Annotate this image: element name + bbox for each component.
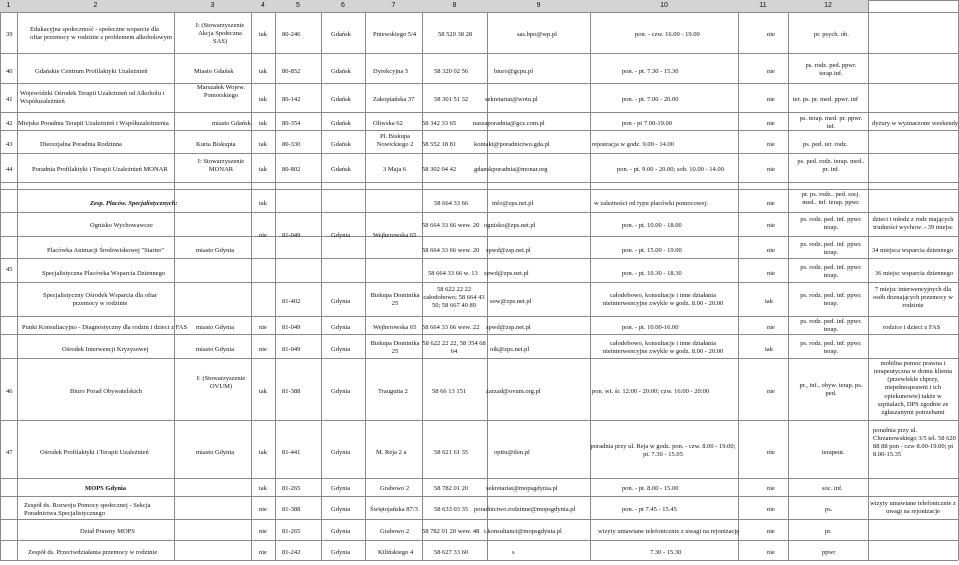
street: Traugutta 2: [378, 388, 408, 395]
fee: nie: [767, 31, 775, 38]
row-number: 41: [6, 96, 13, 103]
institution-name: Wojewódzki Ośrodek Terapii Uzależnień od Alkoholu i Współuzależnień: [20, 90, 165, 106]
column-divider: [868, 0, 869, 560]
street: Świętojańska 87/3: [370, 506, 418, 513]
column-divider: [0, 0, 1, 560]
row-divider: [0, 478, 958, 479]
hours: 7.30 - 15.30: [650, 549, 682, 556]
gk-flag: tak: [259, 68, 267, 75]
phone: 58 627 33 60: [434, 549, 469, 556]
email: kontakt@poradnictwo.gda.pl: [474, 141, 550, 148]
phone: 58 664 33 66 w. 13: [428, 270, 478, 277]
phone: 58 342 33 65: [422, 120, 457, 127]
institution-name: Zesp. Placów. Specjalistycznych:: [90, 200, 178, 207]
row-number: 47: [6, 449, 13, 456]
phone: 58 664 33 66 wew. 20: [422, 247, 480, 254]
city: Gdynia: [331, 485, 351, 492]
fee: nie: [767, 200, 775, 207]
street: Biskupa Dominika 25: [370, 292, 420, 308]
services: pr., inf., obyw. terap. ps. ped.: [799, 382, 863, 398]
services: ps. rodz. ped. inf. ppwr. terap.: [800, 292, 862, 308]
email: ognisko@zps.net.pl: [484, 222, 536, 229]
phone: 58 301 51 32: [434, 96, 469, 103]
institution-name: Zespół ds. Rozwoju Pomocy społecznej - Sekcja Poradnictwa Specjalistycznego: [24, 502, 151, 518]
notes: 36 miejsc wsparcia dziennego: [875, 270, 954, 277]
city: Gdańsk: [331, 31, 351, 38]
institution-name: Biuro Porad Obywatelskich: [70, 388, 143, 395]
column-divider: [738, 0, 739, 560]
row-number: 43: [6, 141, 13, 148]
city: Gdańsk: [331, 68, 351, 75]
founder: Marszałek Wojew. Pomorskiego: [196, 84, 246, 100]
email: s: [512, 549, 515, 556]
row-number: 42: [6, 120, 13, 127]
city: Gdańsk: [331, 96, 351, 103]
row-divider: [0, 153, 958, 154]
street: Pniewskiego 5/4: [373, 31, 417, 38]
zip-code: 81-441: [282, 449, 301, 456]
gk-flag: tak: [259, 141, 267, 148]
row-number: 46: [6, 388, 13, 395]
zip-code: 81-049: [282, 232, 301, 239]
fee: nie: [767, 120, 775, 127]
column-divider: [174, 0, 175, 560]
row-divider: [0, 258, 958, 259]
phone: 58 302 04 42: [422, 166, 457, 173]
institution-name: Zespół ds. Przeciwdziałania przemocy w rodzinie: [28, 549, 158, 556]
column-header-3: 3: [174, 0, 251, 12]
column-divider: [788, 0, 789, 560]
city: Gdynia: [331, 232, 351, 239]
fee: nie: [767, 96, 775, 103]
services: pr.: [825, 528, 832, 535]
column-divider: [590, 0, 591, 560]
row-divider: [0, 316, 958, 317]
founder: miasto Gdańsk: [212, 120, 251, 127]
city: Gdynia: [331, 528, 351, 535]
zip-code: 80-246: [282, 31, 301, 38]
notes: 7 miejsc interwencyjnych dla osób doznających przemocy w rodzinie: [873, 286, 953, 310]
email: i.konsultanci@mopsgdynia.pl: [484, 528, 562, 535]
row-divider: [0, 182, 958, 183]
hours: pon. wt. śr. 12:00 - 20:00; czw. 16:00 - 20:00: [592, 388, 710, 395]
notes: poradnia przy ul. Chrzanowskiego 3/5 tel. 58 620 88 88 pon - czw 8.00-19.00; pt 8.00-15.35: [873, 427, 956, 459]
phone: 58 621 61 35: [434, 449, 469, 456]
zip-code: 81-388: [282, 506, 301, 513]
phone: 58 622 22 22 całodobowo; 58 664 43 50; 58 667 40 89: [423, 286, 485, 310]
gk-flag: nie: [259, 549, 267, 556]
email: poradnictwo.rodzinne@mopsgdynia.pl: [474, 506, 576, 513]
phone: 58 520 38 28: [438, 31, 473, 38]
gk-flag: tak: [259, 388, 267, 395]
fee: nie: [767, 506, 775, 513]
phone: 58 664 33 66 wew. 22: [422, 324, 480, 331]
phone: 58 320 02 56: [434, 68, 469, 75]
institution-name: Dział Prawny MOPS: [80, 528, 135, 535]
fee: nie: [767, 549, 775, 556]
founder: miasto Gdynia: [196, 247, 235, 254]
phone: 58 664 33 66: [434, 200, 469, 207]
zip-code: 81-402: [282, 298, 301, 305]
fee: nie: [767, 222, 775, 229]
services: ps. rodz. ped. inf. ppwr. terap.: [800, 216, 862, 232]
column-header-1: 1: [0, 0, 17, 12]
hours: pon. - czw. 16.00 - 19.00: [635, 31, 700, 38]
fee: nie: [767, 166, 775, 173]
notes: dzieci i młodz z rodz mających trudności wychow. - 39 miejsc: [872, 216, 954, 232]
row-divider: [0, 540, 958, 541]
notes: mobilna pomoc prawna i terapeutyczna w domu klienta (przewlekle chprzy, niepełnosprawni i ich opiekunowie) także w szpitalach, DPS zgodnie ze zgłaszanymi potrzebami: [873, 360, 953, 416]
column-header-6: 6: [321, 0, 365, 12]
hours: pon - pt 7.00-19.00: [622, 120, 673, 127]
hours: pon. - pt. 9.00 - 20.00; sob. 10.00 - 14.00: [617, 166, 724, 173]
hours: pon. - pt. 15.00 - 19.00: [622, 247, 682, 254]
column-header-9: 9: [487, 0, 590, 12]
notes: dyżury w wyznaczone weekendy: [872, 120, 959, 127]
row-divider: [0, 496, 958, 497]
city: Gdynia: [331, 346, 351, 353]
services: ps. rodz. ped. inf. ppwr. terap.: [800, 241, 862, 257]
gk-flag: tak: [259, 485, 267, 492]
institution-name: Poradnia Profilaktyki i Terapii Uzależnień MONAR: [32, 166, 168, 173]
services: ps. rodz. ped. inf. ppwr. terap.: [800, 264, 862, 280]
hours: pon. - pt. 10.00 - 18.00: [622, 222, 682, 229]
gk-flag: tak: [259, 31, 267, 38]
column-divider: [422, 0, 423, 560]
fee: nie: [767, 324, 775, 331]
row-divider: [0, 420, 958, 421]
founder: miasto Gdynia: [196, 346, 235, 353]
fee: tak: [765, 298, 773, 305]
phone: 58 782 01 20 wew. 48: [422, 528, 480, 535]
gk-flag: nie: [259, 528, 267, 535]
column-header-4: 4: [251, 0, 275, 12]
services: pr. psych. ob.: [814, 31, 849, 38]
street: Grabowo 2: [380, 485, 410, 492]
email: naszaporadnia@gcz.com.pl: [473, 120, 545, 127]
row-number: 44: [6, 166, 13, 173]
row-divider: [0, 112, 958, 113]
column-header-10: 10: [590, 0, 738, 12]
services: terapeut.: [822, 449, 845, 456]
services: ps.: [825, 506, 833, 513]
hours: pon. - pt. 7.00 - 20.00: [622, 96, 679, 103]
zip-code: 80-330: [282, 141, 301, 148]
services: ps. ped. rodz. terap. med.. pr. inf.: [797, 158, 865, 174]
phone: 58 664 33 66 wew. 20: [422, 222, 480, 229]
street: Oliwska 62: [373, 120, 403, 127]
hours: w zależności od typu placówki pomocowej:: [594, 200, 708, 207]
phone: 58 552 18 81: [422, 141, 457, 148]
institution-name: Gdańskie Centrum Profilaktyki Uzależnień: [35, 68, 148, 75]
founder: Miasto Gdańsk: [194, 68, 234, 75]
row-divider: [0, 282, 958, 283]
street: Pl. Biskupa Nowickiego 2: [376, 133, 414, 149]
street: Grabowo 2: [380, 528, 410, 535]
column-divider: [365, 0, 366, 560]
gk-flag: nie: [259, 346, 267, 353]
zip-code: 81-049: [282, 346, 301, 353]
email: spwd@zps.net.pl: [484, 270, 529, 277]
column-divider: [17, 0, 18, 560]
phone: 58 782 01 20: [434, 485, 469, 492]
founder: I: (Stowarzyszenie OVUM): [196, 375, 246, 391]
email: opitu@tlen.pl: [494, 449, 530, 456]
hours: wizyty umawiane telefonicznie z uwagi na rejonizację: [598, 528, 740, 535]
hours: rejestracja w godz. 9.00 - 14.00: [592, 141, 674, 148]
fee: nie: [767, 528, 775, 535]
column-divider: [321, 0, 322, 560]
phone: 58 622 22 22, 58 354 68 64: [422, 340, 486, 356]
institution-name: MOPS Gdynia: [85, 485, 126, 492]
email: oik@zps.net.pl: [490, 346, 530, 353]
gk-flag: tak: [259, 96, 267, 103]
hours: pon. - pt. 7.30 - 15.30: [622, 68, 679, 75]
services: soc. inf.: [822, 485, 843, 492]
row-divider: [0, 560, 958, 561]
row-divider: [0, 189, 958, 190]
email: spwd@zsp.net.pl: [486, 324, 531, 331]
phone: 58 66 13 151: [432, 388, 467, 395]
gk-flag: nie: [259, 506, 267, 513]
column-header-8: 8: [422, 0, 487, 12]
row-divider: [0, 83, 958, 84]
street: Dyrekcyjna 5: [373, 68, 409, 75]
founder: miasto Gdynia: [196, 449, 235, 456]
institution-name: Specjalistyczny Ośrodek Wsparcia dla ofiar przemocy w rodzinie: [43, 292, 157, 308]
zip-code: 80-802: [282, 166, 301, 173]
row-number: 40: [6, 68, 13, 75]
founder: miasto Gdynia: [196, 324, 235, 331]
institution-name: Ośrodek Interwencji Kryzysowej: [62, 346, 149, 353]
zip-code: 80-354: [282, 120, 301, 127]
gk-flag: tak: [259, 449, 267, 456]
institution-name: Specjalistyczna Placówka Wsparcia Dziennego: [42, 270, 166, 277]
row-divider: [0, 519, 958, 520]
fee: nie: [767, 68, 775, 75]
fee: nie: [767, 141, 775, 148]
zip-code: 81-265: [282, 485, 301, 492]
column-header-5: 5: [275, 0, 321, 12]
phone: 58 633 03 35: [434, 506, 469, 513]
city: Gdańsk: [331, 166, 351, 173]
gk-flag: nie: [259, 324, 267, 331]
services: pr. ps. rodz.. ped. socj. med.. inf. terap. ppwr.: [801, 191, 861, 207]
email: gdanskporadnia@monar.org: [474, 166, 548, 173]
city: Gdynia: [331, 549, 351, 556]
street: 3 Maja 6: [383, 166, 407, 173]
founder: I: (Stowarzyszenie Akcja Społeczna SAS): [195, 22, 245, 46]
zip-code: 80-852: [282, 68, 301, 75]
services: ps. rodz. ped. inf. ppwr. terap.: [800, 318, 862, 334]
hours: poradnia przy ul. Reja w godz. pon. - czw. 8.00 - 19.00; pt. 7.30 - 15.05: [590, 443, 736, 459]
services: ter. ps. pr. med. ppwr. inf: [793, 96, 858, 103]
fee: nie: [767, 485, 775, 492]
hours: pon. - pt. 10.00-16.00: [622, 324, 679, 331]
row-divider: [0, 358, 958, 359]
institution-name: Punkt Konsultacyjno - Diagnostyczny dla rodzin i dzieci z FAS: [22, 324, 188, 331]
services: ps. rodz. ped. ppwr. terap.inf.: [805, 62, 857, 78]
services: ps. rodz. ped. inf. ppwr. terap.: [800, 340, 862, 356]
fee: nie: [767, 270, 775, 277]
institution-name: Ognisko Wychowawcze: [90, 222, 153, 229]
notes: rodzice i dzieci z FAS: [883, 324, 941, 331]
street: Wejherowska 65: [373, 324, 417, 331]
street: Zakopiańska 37: [373, 96, 415, 103]
street: Wejherowska 65: [373, 232, 417, 239]
gk-flag: nie: [259, 232, 267, 239]
institution-name: Ośrodek Profilaktyki i Terapii Uzależnień: [40, 449, 149, 456]
row-divider: [0, 236, 958, 237]
hours: pon. - pt 7.45 - 15.45: [622, 506, 677, 513]
zip-code: 81-242: [282, 549, 301, 556]
services: ps. terap. med. pr. ppwr. inf.: [799, 115, 863, 131]
city: Gdańsk: [331, 120, 351, 127]
hours: całodobowo, konsultacje i inne działania nieinterwencyjne zwykle w godz. 8.00 - 20.00: [602, 340, 724, 356]
fee: nie: [767, 247, 775, 254]
column-divider: [275, 0, 276, 560]
city: Gdynia: [331, 506, 351, 513]
services: ps. ped. ter. rodz.: [803, 141, 848, 148]
gk-flag: tak: [259, 120, 267, 127]
column-header-7: 7: [365, 0, 422, 12]
row-divider: [0, 53, 958, 54]
institution-name: Edukacyjna społeczność - społeczne wsparcie dla ofiar przemocy w rodzinie z problemem alkoholowym: [30, 26, 172, 42]
gk-flag: tak: [259, 200, 267, 207]
hours: całodobowo, konsultacje i inne działania nieinterwencyjne zwykle w godz. 8.00 - 20.00: [602, 292, 724, 308]
founder: I: Stowarzyszenie MONAR: [197, 158, 245, 174]
notes: wizyty umawiane telefonicznie z uwagi na rejonizacje: [870, 500, 956, 516]
city: Gdańsk: [331, 141, 351, 148]
zip-code: 81-049: [282, 324, 301, 331]
institution-name: Placówka Animacji Środowiskowej "Starter": [47, 247, 165, 254]
notes: 34 miejsca wsparcia dziennego: [872, 247, 954, 254]
street: Biskupa Dominika 25: [370, 340, 420, 356]
column-header-11: 11: [738, 0, 788, 12]
row-number: 45: [6, 266, 13, 273]
founder: Kuria Biskupia: [196, 141, 236, 148]
city: Gdynia: [331, 324, 351, 331]
row-divider: [0, 12, 958, 13]
services: ppwr: [822, 549, 836, 556]
zip-code: 81-265: [282, 528, 301, 535]
zip-code: 81-388: [282, 388, 301, 395]
hours: pon. - pt. 8.00 - 15.00: [622, 485, 679, 492]
city: Gdynia: [331, 388, 351, 395]
email: spwd@zsp.net.pl: [486, 247, 531, 254]
row-divider: [0, 212, 958, 213]
column-divider: [487, 0, 488, 560]
zip-code: 80-142: [282, 96, 301, 103]
gk-flag: tak: [259, 166, 267, 173]
email: info@zps.net.pl: [492, 200, 534, 207]
email: sow@zps.net.pl: [490, 298, 532, 305]
row-number: 39: [6, 31, 13, 38]
email: sekretariat@mopsgdynia.pl: [486, 485, 558, 492]
column-header-2: 2: [17, 0, 174, 12]
column-header-12: 12: [788, 0, 868, 12]
fee: nie: [767, 388, 775, 395]
email: sas.bpo@wp.pl: [517, 31, 557, 38]
column-divider: [251, 0, 252, 560]
institution-name: Miejska Poradnia Terapii Uzależnień i Współuzależnienia: [18, 120, 169, 127]
email: biuro@gcpu.pl: [494, 68, 534, 75]
fee: nie: [767, 449, 775, 456]
fee: tak: [765, 346, 773, 353]
hours: pon. - pt. 10.30 - 18.30: [622, 270, 682, 277]
city: Gdynia: [331, 298, 351, 305]
street: Kilińskiego 4: [378, 549, 414, 556]
street: M. Reja 2 a: [376, 449, 407, 456]
email: zarzad@ovum.org.pl: [486, 388, 541, 395]
institution-name: Diecezjalna Poradnia Rodzinna: [40, 141, 122, 148]
city: Gdynia: [331, 449, 351, 456]
email: sekretariat@wotu.pl: [485, 96, 538, 103]
